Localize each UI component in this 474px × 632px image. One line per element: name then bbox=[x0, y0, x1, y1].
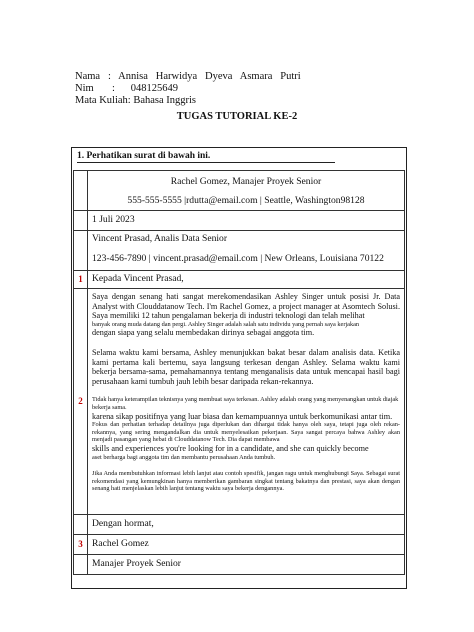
paragraph-2: Selama waktu kami bersama, Ashley menunjukkan bakat besar dalam analisis data. Ketika kami pertama kali bertemu, saya langsung terkesan dengan Ashley. Selama waktu kami bekerja bersama-sama, pemahamannya tentang menganalisis data untuk mencapai hasil bagi perusahaan kami tumbuh jauh lebih besar daripada rekan-rekannya. bbox=[92, 347, 400, 386]
paragraph-1a: Saya dengan senang hati sangat merekomendasikan Ashley Singer untuk posisi Jr. Data Analyst with Clouddatanow Tech. I'm Rachel Gomez, a project manager at Asomtech Solusi. Saya memiliki 12 tahun pengalaman bekerja di industri teknologi dan telah melihat bbox=[92, 292, 400, 321]
table-row bbox=[74, 171, 405, 211]
table-row bbox=[74, 535, 405, 555]
paragraph-3e: aset berharga bagi anggota tim dan membantu perusahaan Anda tumbuh. bbox=[92, 453, 276, 461]
signer-name: Rachel Gomez bbox=[92, 538, 149, 549]
paragraph-4: Jika Anda membutuhkan informasi lebih lanjut atau contoh spesifik, jangan ragu untuk menghubungi Saya. Sebagai surat rekomendasi yang kemungkinan hanya memberikan gambaran singkat tentang bakatnya dan prestasi, saya akan dengan senang hati menjelaskan lebih lanjut tentang waktu saya bekerja dengannya. bbox=[92, 470, 400, 493]
page-title: TUGAS TUTORIAL KE-2 bbox=[176, 111, 298, 122]
paragraph-3d: skills and experiences you're looking for in a candidate, and she can quickly become bbox=[92, 443, 369, 453]
paragraph-1b: banyak orang muda datang dan pergi. Ashley Singer adalah salah satu individu yang pernah saya kerjakan bbox=[92, 320, 360, 328]
table-row bbox=[74, 271, 405, 289]
paragraph-3c: Fokus dan perhatian terhadap detailnya juga diperlukan dan dihargai tidak hanya oleh saya, tetapi juga oleh rekan-rekannya, yang sering mengandalkan dia untuk menyelesaikan pekerjaan. Saya sangat percaya bahwa Ashley akan menjadi pasangan yang hebat di Clouddatanow Tech. Dia dapat membawa bbox=[92, 421, 400, 444]
recipient-name: Vincent Prasad, Analis Data Senior bbox=[92, 233, 228, 244]
question-underline bbox=[77, 162, 335, 163]
table-row bbox=[74, 515, 405, 535]
paragraph-3a: Tidak hanya keterampilan teknisnya yang membuat saya terkesan. Ashley adalah orang yang menyenangkan untuk diajak bekerja sama. bbox=[92, 396, 399, 411]
row-number: 2 bbox=[74, 289, 88, 515]
recipient-contact: 123-456-7890 | vincent.prasad@email.com | New Orleans, Louisiana 70122 bbox=[92, 252, 384, 264]
paragraph-3b: karena sikap positifnya yang luar biasa dan kemampuannya untuk berkomunikasi antar tim. bbox=[92, 411, 393, 421]
student-name: Nama : Annisa Harwidya Dyeva Asmara Putri bbox=[75, 71, 301, 82]
signer-title: Manajer Proyek Senior bbox=[92, 558, 181, 569]
table-row bbox=[74, 289, 405, 515]
row-number: 3 bbox=[74, 535, 88, 555]
sender-contact: 555-555-5555 |rdutta@email.com | Seattle, Washington98128 bbox=[127, 194, 365, 206]
table-row bbox=[74, 211, 405, 231]
salutation: Kepada Vincent Prasad, bbox=[92, 273, 184, 284]
paragraph-1c: dengan siapa yang selalu membedakan dirinya sebagai anggota tim. bbox=[92, 328, 315, 338]
table-row bbox=[74, 555, 405, 575]
letter-table bbox=[73, 170, 405, 575]
sender-name: Rachel Gomez, Manajer Proyek Senior bbox=[170, 176, 322, 187]
table-row bbox=[74, 231, 405, 271]
closing: Dengan hormat, bbox=[92, 518, 154, 529]
student-nim: Nim : 048125649 bbox=[75, 83, 178, 94]
row-number: 1 bbox=[74, 271, 88, 289]
question-label: 1. Perhatikan surat di bawah ini. bbox=[77, 151, 211, 161]
letter-date: 1 Juli 2023 bbox=[92, 214, 135, 225]
course-name: Mata Kuliah: Bahasa Inggris bbox=[75, 95, 197, 106]
